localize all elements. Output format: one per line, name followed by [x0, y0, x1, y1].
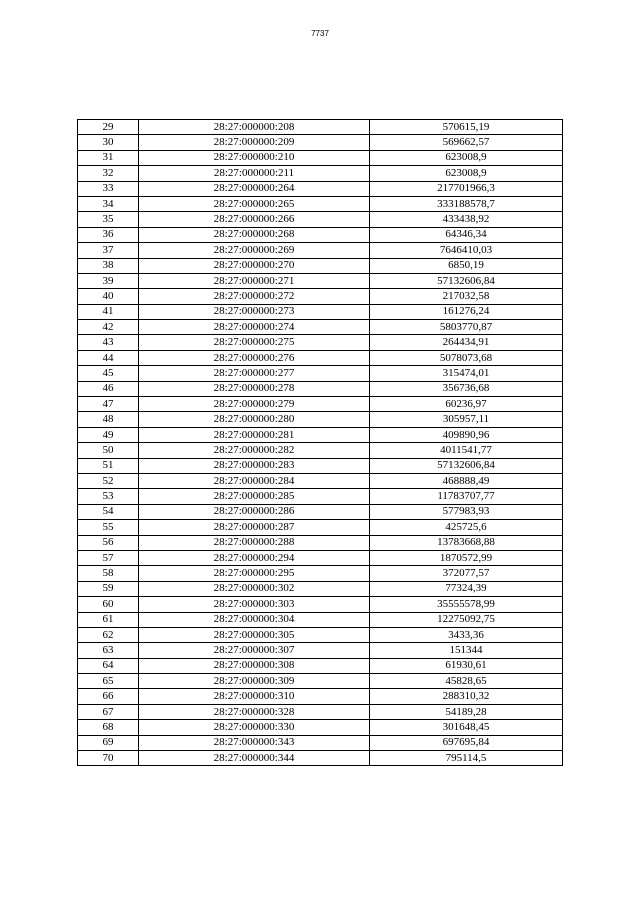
row-number-cell: 56: [78, 535, 139, 550]
table-row: [78, 258, 563, 273]
value-cell: 4011541,77: [370, 443, 563, 458]
table-row: [78, 443, 563, 458]
row-number-cell: 58: [78, 566, 139, 581]
cadastral-number-cell: 28:27:000000:309: [139, 674, 370, 689]
cadastral-number-cell: 28:27:000000:271: [139, 273, 370, 288]
table-row: [78, 150, 563, 165]
row-number-cell: 50: [78, 443, 139, 458]
row-number-cell: 65: [78, 674, 139, 689]
cadastral-number-cell: 28:27:000000:208: [139, 120, 370, 135]
row-number-cell: 39: [78, 273, 139, 288]
row-number-cell: 31: [78, 150, 139, 165]
table-row: [78, 627, 563, 642]
row-number-cell: 38: [78, 258, 139, 273]
table-row: [78, 689, 563, 704]
cadastral-number-cell: 28:27:000000:284: [139, 473, 370, 488]
cadastral-number-cell: 28:27:000000:328: [139, 704, 370, 719]
value-cell: 151344: [370, 643, 563, 658]
row-number-cell: 54: [78, 504, 139, 519]
value-cell: 3433,36: [370, 627, 563, 642]
row-number-cell: 42: [78, 320, 139, 335]
value-cell: 35555578,99: [370, 597, 563, 612]
cadastral-number-cell: 28:27:000000:295: [139, 566, 370, 581]
row-number-cell: 40: [78, 289, 139, 304]
table-row: [78, 350, 563, 365]
table-row: [78, 135, 563, 150]
cadastral-number-cell: 28:27:000000:274: [139, 320, 370, 335]
cadastral-number-cell: 28:27:000000:286: [139, 504, 370, 519]
cadastral-number-cell: 28:27:000000:278: [139, 381, 370, 396]
cadastral-number-cell: 28:27:000000:279: [139, 397, 370, 412]
cadastral-number-cell: 28:27:000000:344: [139, 751, 370, 766]
row-number-cell: 46: [78, 381, 139, 396]
cadastral-number-cell: 28:27:000000:211: [139, 166, 370, 181]
value-cell: 468888,49: [370, 473, 563, 488]
value-cell: 425725,6: [370, 520, 563, 535]
table-row: [78, 227, 563, 242]
cadastral-number-cell: 28:27:000000:209: [139, 135, 370, 150]
cadastral-number-cell: 28:27:000000:269: [139, 243, 370, 258]
value-cell: 6850,19: [370, 258, 563, 273]
table-row: [78, 504, 563, 519]
value-cell: 356736,68: [370, 381, 563, 396]
value-cell: 57132606,84: [370, 273, 563, 288]
cadastral-number-cell: 28:27:000000:210: [139, 150, 370, 165]
table-row: [78, 473, 563, 488]
value-cell: 697695,84: [370, 735, 563, 750]
value-cell: 7646410,03: [370, 243, 563, 258]
row-number-cell: 37: [78, 243, 139, 258]
table-row: [78, 751, 563, 766]
table-row: [78, 212, 563, 227]
table-row: [78, 704, 563, 719]
row-number-cell: 68: [78, 720, 139, 735]
value-cell: 569662,57: [370, 135, 563, 150]
row-number-cell: 29: [78, 120, 139, 135]
row-number-cell: 49: [78, 427, 139, 442]
value-cell: 5078073,68: [370, 350, 563, 365]
row-number-cell: 30: [78, 135, 139, 150]
row-number-cell: 35: [78, 212, 139, 227]
cadastral-number-cell: 28:27:000000:276: [139, 350, 370, 365]
row-number-cell: 53: [78, 489, 139, 504]
table-row: [78, 320, 563, 335]
table-row: [78, 166, 563, 181]
table-body: [78, 120, 563, 766]
cadastral-number-cell: 28:27:000000:273: [139, 304, 370, 319]
cadastral-number-cell: 28:27:000000:310: [139, 689, 370, 704]
row-number-cell: 48: [78, 412, 139, 427]
cadastral-number-cell: 28:27:000000:288: [139, 535, 370, 550]
value-cell: 5803770,87: [370, 320, 563, 335]
table-row: [78, 427, 563, 442]
value-cell: 60236,97: [370, 397, 563, 412]
cadastral-number-cell: 28:27:000000:303: [139, 597, 370, 612]
value-cell: 372077,57: [370, 566, 563, 581]
value-cell: 623008,9: [370, 150, 563, 165]
value-cell: 433438,92: [370, 212, 563, 227]
value-cell: 13783668,88: [370, 535, 563, 550]
value-cell: 795114,5: [370, 751, 563, 766]
value-cell: 570615,19: [370, 120, 563, 135]
cadastral-number-cell: 28:27:000000:283: [139, 458, 370, 473]
row-number-cell: 45: [78, 366, 139, 381]
cadastral-number-cell: 28:27:000000:282: [139, 443, 370, 458]
table-row: [78, 397, 563, 412]
value-cell: 301648,45: [370, 720, 563, 735]
table-row: [78, 489, 563, 504]
value-cell: 315474,01: [370, 366, 563, 381]
table-row: [78, 412, 563, 427]
value-cell: 217032,58: [370, 289, 563, 304]
row-number-cell: 41: [78, 304, 139, 319]
table-row: [78, 674, 563, 689]
row-number-cell: 55: [78, 520, 139, 535]
table-row: [78, 273, 563, 288]
row-number-cell: 63: [78, 643, 139, 658]
cadastral-number-cell: 28:27:000000:294: [139, 550, 370, 565]
value-cell: 264434,91: [370, 335, 563, 350]
table-row: [78, 120, 563, 135]
table-row: [78, 581, 563, 596]
row-number-cell: 64: [78, 658, 139, 673]
row-number-cell: 57: [78, 550, 139, 565]
value-cell: 61930,61: [370, 658, 563, 673]
value-cell: 11783707,77: [370, 489, 563, 504]
row-number-cell: 36: [78, 227, 139, 242]
cadastral-number-cell: 28:27:000000:307: [139, 643, 370, 658]
table-row: [78, 196, 563, 211]
table-row: [78, 335, 563, 350]
value-cell: 577983,93: [370, 504, 563, 519]
cadastral-number-cell: 28:27:000000:308: [139, 658, 370, 673]
value-cell: 333188578,7: [370, 196, 563, 211]
cadastral-number-cell: 28:27:000000:268: [139, 227, 370, 242]
table-row: [78, 643, 563, 658]
value-cell: 305957,11: [370, 412, 563, 427]
value-cell: 623008,9: [370, 166, 563, 181]
data-table: [77, 119, 563, 766]
table-row: [78, 720, 563, 735]
row-number-cell: 33: [78, 181, 139, 196]
row-number-cell: 51: [78, 458, 139, 473]
value-cell: 288310,32: [370, 689, 563, 704]
cadastral-number-cell: 28:27:000000:304: [139, 612, 370, 627]
cadastral-number-cell: 28:27:000000:287: [139, 520, 370, 535]
value-cell: 12275092,75: [370, 612, 563, 627]
table-row: [78, 550, 563, 565]
row-number-cell: 44: [78, 350, 139, 365]
value-cell: 64346,34: [370, 227, 563, 242]
row-number-cell: 67: [78, 704, 139, 719]
cadastral-number-cell: 28:27:000000:281: [139, 427, 370, 442]
value-cell: 409890,96: [370, 427, 563, 442]
table-row: [78, 181, 563, 196]
cadastral-number-cell: 28:27:000000:264: [139, 181, 370, 196]
table-row: [78, 304, 563, 319]
value-cell: 45828,65: [370, 674, 563, 689]
value-cell: 161276,24: [370, 304, 563, 319]
cadastral-number-cell: 28:27:000000:277: [139, 366, 370, 381]
table-row: [78, 735, 563, 750]
table-row: [78, 289, 563, 304]
row-number-cell: 69: [78, 735, 139, 750]
table-row: [78, 243, 563, 258]
page-number: 7737: [311, 29, 329, 38]
cadastral-number-cell: 28:27:000000:265: [139, 196, 370, 211]
cadastral-number-cell: 28:27:000000:275: [139, 335, 370, 350]
row-number-cell: 47: [78, 397, 139, 412]
value-cell: 77324,39: [370, 581, 563, 596]
row-number-cell: 43: [78, 335, 139, 350]
row-number-cell: 59: [78, 581, 139, 596]
row-number-cell: 70: [78, 751, 139, 766]
table-row: [78, 458, 563, 473]
row-number-cell: 61: [78, 612, 139, 627]
table-row: [78, 612, 563, 627]
table-row: [78, 597, 563, 612]
table-row: [78, 658, 563, 673]
row-number-cell: 52: [78, 473, 139, 488]
cadastral-number-cell: 28:27:000000:280: [139, 412, 370, 427]
table-row: [78, 381, 563, 396]
value-cell: 57132606,84: [370, 458, 563, 473]
cadastral-number-cell: 28:27:000000:343: [139, 735, 370, 750]
value-cell: 217701966,3: [370, 181, 563, 196]
cadastral-number-cell: 28:27:000000:330: [139, 720, 370, 735]
table-row: [78, 535, 563, 550]
cadastral-number-cell: 28:27:000000:305: [139, 627, 370, 642]
row-number-cell: 32: [78, 166, 139, 181]
table-row: [78, 366, 563, 381]
row-number-cell: 34: [78, 196, 139, 211]
cadastral-number-cell: 28:27:000000:302: [139, 581, 370, 596]
cadastral-number-cell: 28:27:000000:272: [139, 289, 370, 304]
row-number-cell: 62: [78, 627, 139, 642]
cadastral-number-cell: 28:27:000000:270: [139, 258, 370, 273]
table-row: [78, 566, 563, 581]
row-number-cell: 60: [78, 597, 139, 612]
value-cell: 1870572,99: [370, 550, 563, 565]
cadastral-number-cell: 28:27:000000:266: [139, 212, 370, 227]
cadastral-number-cell: 28:27:000000:285: [139, 489, 370, 504]
row-number-cell: 66: [78, 689, 139, 704]
table-row: [78, 520, 563, 535]
value-cell: 54189,28: [370, 704, 563, 719]
